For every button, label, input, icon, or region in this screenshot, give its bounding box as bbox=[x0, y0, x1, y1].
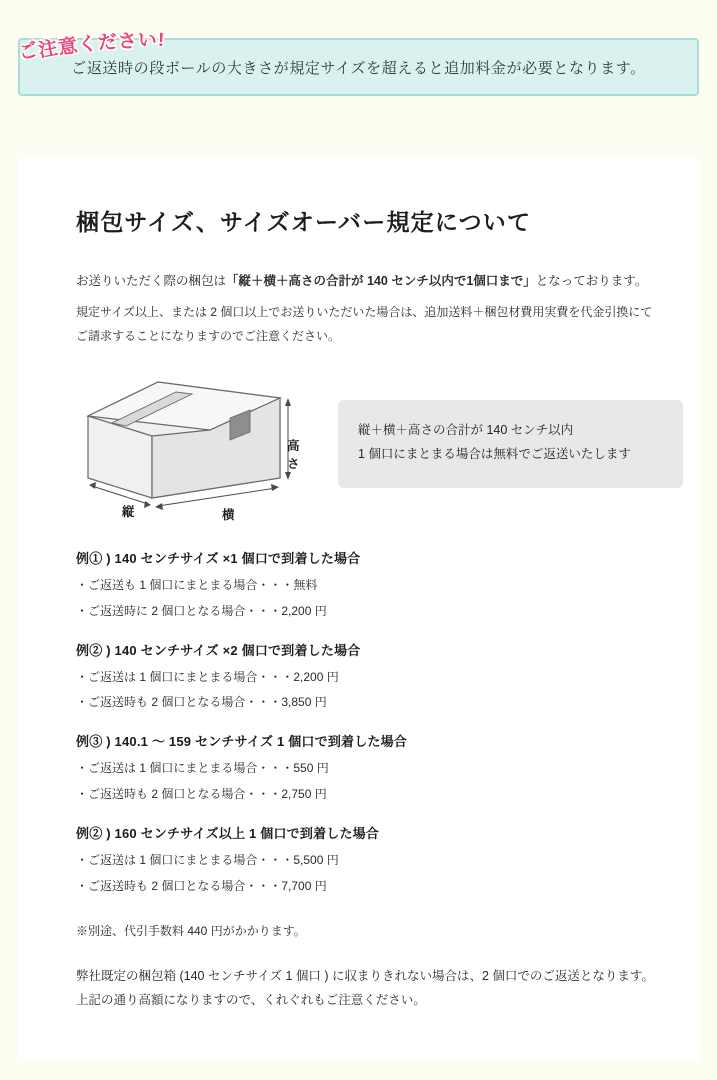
closing-line-2: 上記の通り高額になりますので、くれぐれもご注意ください。 bbox=[76, 992, 426, 1007]
example-4-heading: 例② ) 160 センチサイズ以上 1 個口で到着した場合 bbox=[76, 825, 380, 841]
page-title: 梱包サイズ、サイズオーバー規定について bbox=[76, 209, 532, 235]
example-3-heading: 例③ ) 140.1 〜 159 センチサイズ 1 個口で到着した場合 bbox=[76, 734, 408, 750]
label-depth: 縦 bbox=[122, 505, 135, 519]
example-4 bbox=[76, 823, 655, 895]
size-rule-note bbox=[338, 400, 683, 488]
label-width: 横 bbox=[222, 508, 235, 522]
note-line-1: 縦＋横＋高さの合計が 140 センチ以内 bbox=[358, 423, 574, 437]
example-2-heading: 例② ) 140 センチサイズ ×2 個口で到着した場合 bbox=[76, 642, 361, 658]
example-1 bbox=[76, 548, 655, 620]
carton-box-illustration bbox=[80, 374, 310, 529]
page bbox=[0, 20, 717, 1080]
alert-banner bbox=[18, 20, 699, 98]
example-3-line-2: ・ご返送時も 2 個口となる場合・・・2,750 円 bbox=[76, 786, 327, 801]
lead-post: となっております。 bbox=[535, 274, 648, 288]
example-2-line-1: ・ご返送は 1 個口にまとまる場合・・・2,200 円 bbox=[76, 669, 339, 684]
banner-message: ご返送時の段ボールの大きさが規定サイズを超えると追加料金が必要となります。 bbox=[71, 59, 646, 77]
lead-strong: 「縦＋横＋高さの合計が 140 センチ以内で1個口まで」 bbox=[226, 274, 536, 288]
lead-pre: お送りいただく際の梱包は bbox=[76, 274, 227, 288]
banner-ribbon-label: ご注意ください! bbox=[16, 29, 166, 65]
content-card bbox=[18, 158, 699, 1062]
footnote: ※別途、代引手数料 440 円がかかります。 bbox=[76, 924, 306, 939]
example-4-line-1: ・ご返送は 1 個口にまとまる場合・・・5,500 円 bbox=[76, 852, 339, 867]
example-1-heading: 例① ) 140 センチサイズ ×1 個口で到着した場合 bbox=[76, 551, 361, 566]
example-4-line-2: ・ご返送時も 2 個口となる場合・・・7,700 円 bbox=[76, 878, 327, 893]
lead-paragraph bbox=[76, 269, 655, 294]
example-1-line-1: ・ご返送も 1 個口にまとまる場合・・・無料 bbox=[76, 578, 318, 592]
figure-row bbox=[76, 374, 655, 534]
note-line-2: 1 個口にまとまる場合は無料でご返送いたします bbox=[358, 447, 631, 462]
label-height: 高さ bbox=[287, 439, 300, 471]
closing-note bbox=[76, 965, 655, 1011]
example-2 bbox=[76, 640, 655, 712]
example-3 bbox=[76, 731, 655, 803]
example-3-line-1: ・ご返送は 1 個口にまとまる場合・・・550 円 bbox=[76, 761, 329, 776]
example-2-line-2: ・ご返送時も 2 個口となる場合・・・3,850 円 bbox=[76, 695, 327, 710]
closing-line-1: 弊社既定の梱包箱 (140 センチサイズ 1 個口 ) に収まりきれない場合は、2 個口でのご返送となります。 bbox=[76, 969, 654, 984]
example-1-line-2: ・ご返送時に 2 個口となる場合・・・2,200 円 bbox=[76, 603, 327, 618]
lead-paragraph-2: 規定サイズ以上、または 2 個口以上でお送りいただいた場合は、追加送料＋梱包材費用実費を代金引換にてご請求することになりますのでご注意ください。 bbox=[76, 305, 653, 343]
